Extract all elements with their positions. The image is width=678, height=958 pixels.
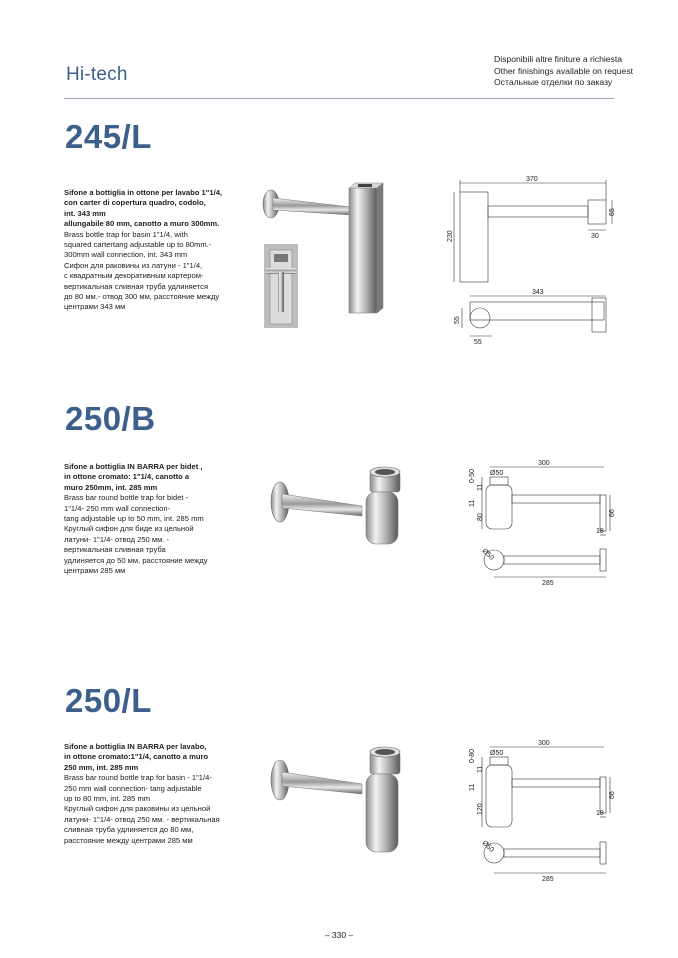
desc-line: 250 mm, int. 285 mm: [64, 762, 139, 772]
dim-diameter: Ø50: [490, 750, 504, 757]
desc-line: int. 343 mm: [64, 208, 106, 218]
dim-55-horizontal: 55: [474, 339, 482, 346]
dim-65: 65: [609, 208, 616, 216]
dim-66: 66: [609, 791, 616, 799]
desc-line: центрами 343 мм: [64, 302, 126, 312]
dim-343: 343: [532, 289, 544, 296]
technical-drawing-250b: [460, 455, 620, 590]
dim-11-upper: 11: [477, 765, 484, 773]
dim-230: 230: [447, 230, 454, 242]
dim-55-vertical: 55: [454, 316, 461, 324]
dim-285: 285: [542, 580, 554, 587]
desc-line: con carter di copertura quadro, codolo,: [64, 198, 206, 208]
dim-285: 285: [542, 876, 554, 883]
dim-30: 30: [591, 233, 599, 240]
product-description: [64, 462, 254, 576]
product-photo-250l: [262, 740, 412, 860]
desc-line: Sifone a bottiglia IN BARRA per bidet ,: [64, 462, 203, 471]
technical-drawing-245l: [440, 170, 620, 350]
desc-line: in ottone cromato: 1"1/4, canotto a: [64, 472, 190, 482]
product-code: 245/L: [65, 118, 152, 155]
desc-line: центрами 285 мм: [64, 566, 126, 576]
dim-18: 18: [596, 810, 604, 817]
dim-80: 80: [477, 513, 484, 521]
installation-photo: [264, 244, 298, 328]
dim-11-upper: 11: [477, 483, 484, 491]
desc-line: allungabile 80 mm, canotto a muro 300mm.: [64, 219, 220, 229]
desc-line: латуни- 1"1/4- отвод 250 мм. - вертикальная: [64, 814, 220, 824]
desc-line: удлиняется до 50 мм, расстояние между: [64, 555, 208, 565]
dim-18: 18: [596, 528, 604, 535]
desc-line: squared cartertang adjustable up to 80mm.-: [64, 240, 212, 250]
section-title: Hi-tech: [66, 64, 128, 85]
dim-370: 370: [526, 176, 538, 183]
desc-line: до 80 мм.- отвод 300 мм, расстояние между: [64, 292, 220, 302]
dim-adjustable: 0-50: [469, 468, 476, 483]
desc-line: Круглый сифон для раковины из цельной: [64, 804, 211, 814]
dim-11-lower: 11: [469, 783, 476, 791]
product-photo-250b: [262, 462, 412, 552]
desc-line: Sifone a bottiglia in ottone per lavabo 1"1/4,: [64, 188, 223, 197]
desc-line: Brass bar round bottle trap for bidet -: [64, 493, 189, 503]
dim-adjustable: 0-80: [469, 748, 476, 763]
desc-line: tang adjustable up to 50 mm, int. 285 mm: [64, 514, 204, 524]
dim-66: 66: [609, 509, 616, 517]
desc-line: вертикальная сливная труба удлиняется: [64, 281, 209, 291]
desc-line: с квадратным декоративным картером-: [64, 271, 204, 281]
dim-120: 120: [477, 803, 484, 815]
dim-300: 300: [538, 460, 550, 467]
desc-line: расстояние между центрами 285 мм: [64, 835, 193, 845]
desc-line: Brass bar round bottle trap for basin - 1"1/4-: [64, 773, 212, 783]
finish-notes: [494, 54, 633, 89]
technical-drawing-250l: [460, 735, 620, 885]
product-description: [64, 742, 254, 846]
desc-line: up to 80 mm, int. 285 mm: [64, 794, 151, 804]
dim-diameter-plan: Ø50: [480, 547, 495, 562]
desc-line: Сифон для раковины из латуни - 1"1/4,: [64, 260, 203, 270]
desc-line: Sifone a bottiglia IN BARRA per lavabo,: [64, 742, 207, 751]
desc-line: 250 mm wall connection- tang adjustable: [64, 783, 202, 793]
page-number: – 330 –: [324, 930, 354, 940]
note-it: Disponibili altre finiture a richiesta: [494, 54, 623, 64]
note-ru: Остальные отделки по заказу: [494, 77, 613, 87]
product-code: 250/B: [65, 400, 156, 437]
desc-line: 300mm wall connection, int. 343 mm: [64, 250, 188, 260]
note-en: Other finishings available on request: [494, 65, 634, 76]
desc-line: muro 250mm, int. 285 mm: [64, 482, 158, 492]
dim-11-lower: 11: [469, 499, 476, 507]
desc-line: Brass bottle trap for basin 1"1/4, with: [64, 229, 188, 239]
desc-line: 1"1/4- 250 mm wall connection-: [64, 503, 171, 513]
header-divider: [64, 98, 614, 99]
desc-line: Круглый сифон для биде из цельной: [64, 524, 194, 534]
dim-diameter: Ø50: [490, 470, 504, 477]
desc-line: вертикальная сливная труба: [64, 545, 166, 555]
dim-diameter-plan: Ø50: [480, 839, 495, 854]
desc-line: сливная труба удлиняется до 80 мм,: [64, 825, 194, 835]
desc-line: латуни- 1"1/4- отвод 250 мм. -: [64, 534, 170, 544]
product-description: [64, 188, 254, 313]
dim-300: 300: [538, 740, 550, 747]
product-code: 250/L: [65, 682, 152, 719]
desc-line: in ottone cromato:1"1/4, canotto a muro: [64, 752, 209, 762]
